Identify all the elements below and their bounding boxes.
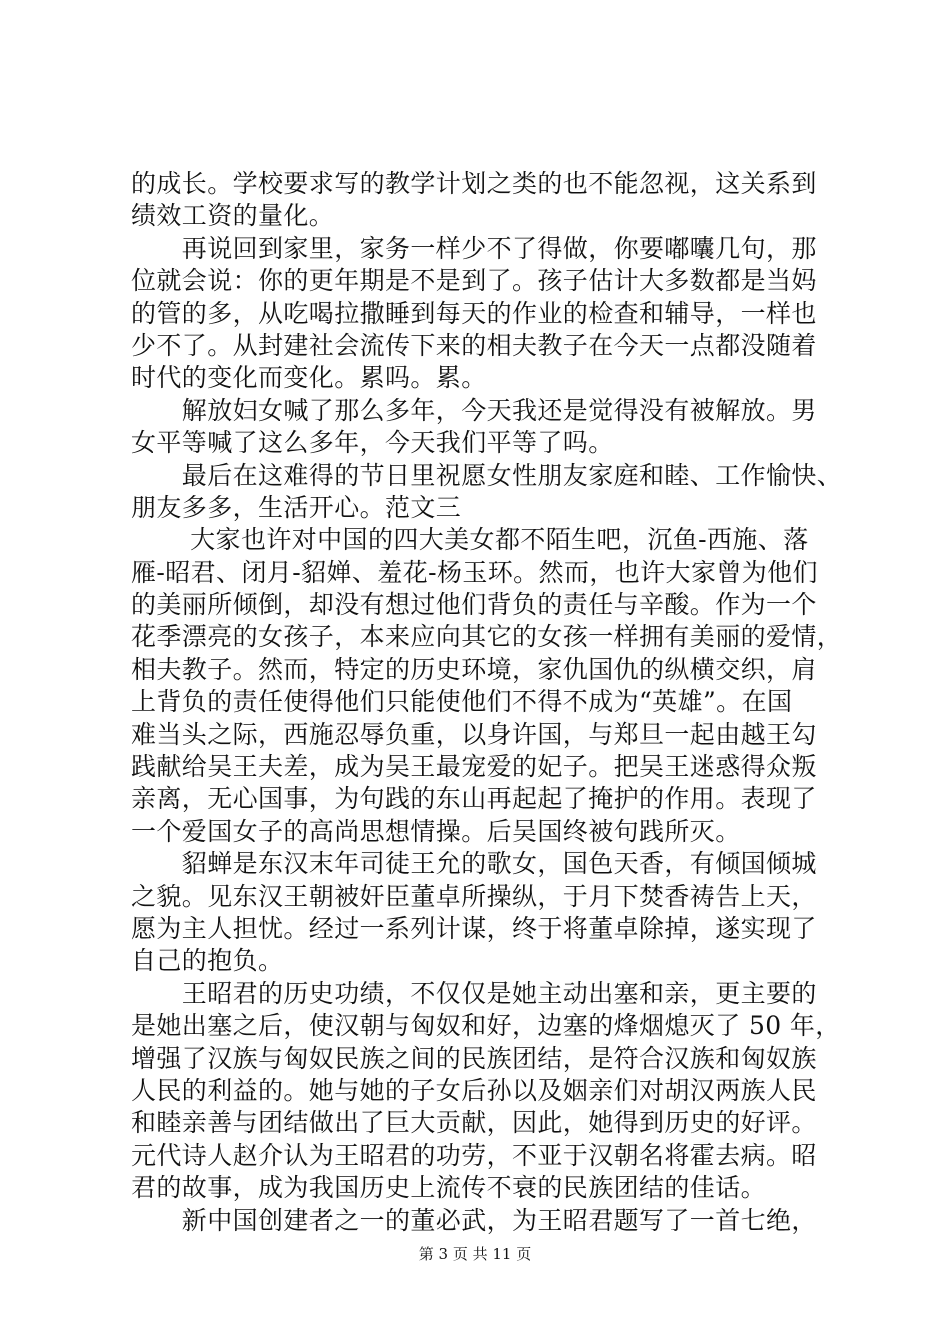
text-line: 之貌。见东汉王朝被奸臣董卓所操纵，于月下焚香祷告上天， (131, 881, 817, 911)
text-line: 增强了汉族与匈奴民族之间的民族团结，是符合汉族和匈奴族 (131, 1043, 817, 1073)
text-line: 是她出塞之后，使汉朝与匈奴和好，边塞的烽烟熄灭了 50 年， (131, 1011, 841, 1041)
text-line: 花季漂亮的女孩子，本来应向其它的女孩一样拥有美丽的爱情， (131, 622, 843, 652)
page-number-footer: 第 3 页 共 11 页 (418, 1245, 532, 1263)
text-line: 绩效工资的量化。 (131, 201, 335, 231)
text-line: 愿为主人担忧。经过一系列计谋，终于将董卓除掉，遂实现了 (131, 913, 817, 943)
text-line: 元代诗人赵介认为王昭君的功劳，不亚于汉朝名将霍去病。昭 (131, 1140, 817, 1170)
text-line: 亲离，无心国事，为句践的东山再起起了掩护的作用。表现了 (131, 784, 817, 814)
text-line: 位就会说：你的更年期是不是到了。孩子估计大多数都是当妈 (131, 266, 817, 296)
text-line: 貂蝉是东汉末年司徒王允的歌女，国色天香，有倾国倾城 (131, 849, 817, 879)
text-line: 的成长。学校要求写的教学计划之类的也不能忽视，这关系到 (131, 169, 817, 198)
text-line: 的管的多，从吃喝拉撒睡到每天的作业的检查和辅导，一样也 (131, 298, 817, 328)
text-line: 一个爱国女子的高尚思想情操。后吴国终被句践所灭。 (131, 816, 741, 846)
text-line: 相夫教子。然而，特定的历史环境，家仇国仇的纵横交织，肩 (131, 654, 817, 684)
text-line: 最后在这难得的节日里祝愿女性朋友家庭和睦、工作愉快、 (131, 460, 843, 490)
text-line: 女平等喊了这么多年，今天我们平等了吗。 (131, 428, 614, 458)
text-line: 大家也许对中国的四大美女都不陌生吧，沉鱼-西施、落 (131, 525, 809, 555)
text-line: 再说回到家里，家务一样少不了得做，你要嘟囔几句，那 (131, 233, 817, 263)
text-line: 时代的变化而变化。累吗。累。 (131, 363, 487, 393)
text-line: 的美丽所倾倒，却没有想过他们背负的责任与辛酸。作为一个 (131, 590, 817, 620)
text-line: 雁-昭君、闭月-貂婵、羞花-杨玉环。然而，也许大家曾为他们 (131, 557, 818, 587)
text-line: 朋友多多，生活开心。范文三 (131, 492, 462, 522)
text-line: 和睦亲善与团结做出了巨大贡献，因此，她得到历史的好评。 (131, 1108, 817, 1138)
text-line: 上背负的责任使得他们只能使他们不得不成为“英雄”。在国 (131, 687, 793, 717)
text-line: 解放妇女喊了那么多年，今天我还是觉得没有被解放。男 (131, 395, 817, 425)
text-line: 王昭君的历史功绩，不仅仅是她主动出塞和亲，更主要的 (131, 978, 817, 1008)
text-line: 践献给吴王夫差，成为吴王最宠爱的妃子。把吴王迷惑得众叛 (131, 752, 817, 782)
text-line: 少不了。从封建社会流传下来的相夫教子在今天一点都没随着 (131, 330, 817, 360)
body-text (131, 168, 843, 1237)
text-line: 新中国创建者之一的董必武，为王昭君题写了一首七绝， (131, 1205, 817, 1235)
text-line: 君的故事，成为我国历史上流传不衰的民族团结的佳话。 (131, 1173, 767, 1203)
text-line: 自己的抱负。 (131, 946, 284, 976)
text-line: 人民的利益的。她与她的子女后孙以及姻亲们对胡汉两族人民 (131, 1075, 817, 1105)
text-line: 难当头之际，西施忍辱负重，以身许国，与郑旦一起由越王勾 (131, 719, 817, 749)
